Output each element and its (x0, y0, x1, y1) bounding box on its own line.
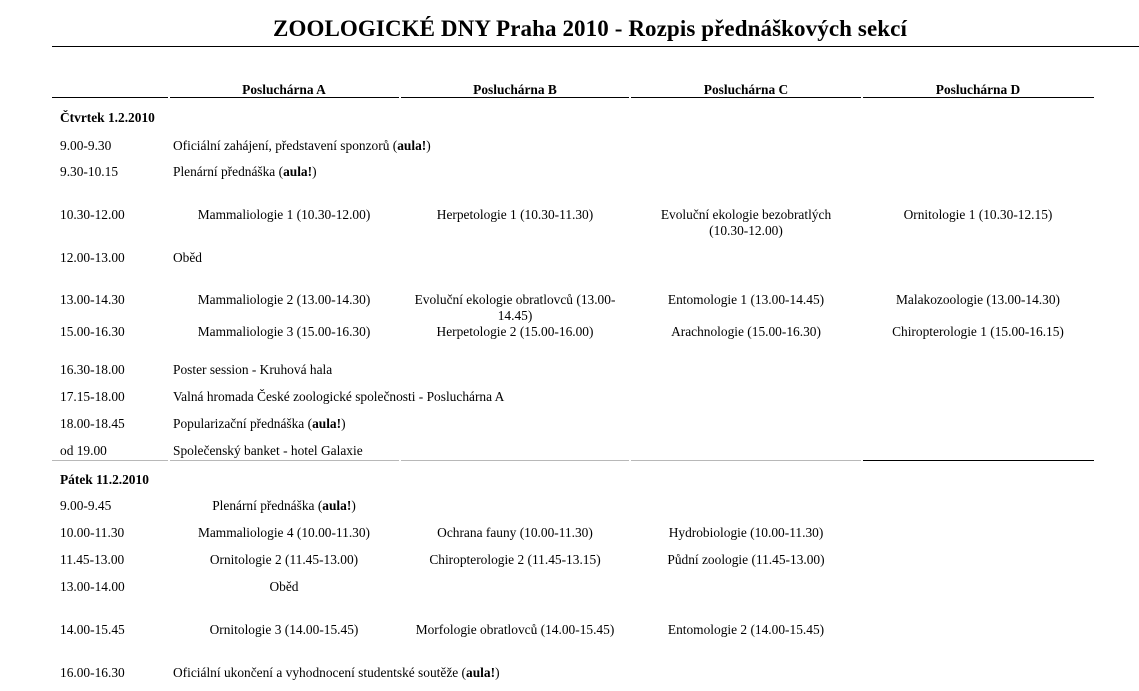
day-label: Pátek 11.2.2010 (60, 472, 149, 487)
time-slot: 16.30-18.00 (60, 362, 125, 377)
header-divider (401, 97, 629, 98)
session-cell: Hydrobiologie (10.00-11.30) (668, 525, 824, 540)
time-slot: 11.45-13.00 (60, 552, 125, 567)
section-divider (863, 460, 1094, 461)
venue-emphasis: aula! (466, 665, 496, 680)
session-cell: Evoluční ekologie bezobratlých (10.30-12.00) (660, 207, 832, 238)
text-part: Valná hromada České zoologické společnosti - Posluchárna A (173, 389, 505, 404)
session-cell: Evoluční ekologie obratlovců (13.00-14.45) (414, 292, 616, 323)
text-part: Poster session - Kruhová hala (173, 362, 333, 377)
page-title: ZOOLOGICKÉ DNY Praha 2010 - Rozpis přednáškových sekcí (273, 16, 907, 41)
time-slot: 10.00-11.30 (60, 525, 125, 540)
time-slot: 10.30-12.00 (60, 207, 125, 222)
session-cell: Mammaliologie 4 (10.00-11.30) (197, 525, 371, 540)
text-part: Oběd (173, 250, 203, 265)
plenary-event (173, 443, 363, 459)
venue-emphasis: aula! (322, 498, 352, 513)
session-cell: Herpetologie 1 (10.30-11.30) (436, 207, 594, 222)
text-part: Oficiální zahájení, představení sponzorů ( (173, 138, 398, 153)
session-cell: Půdní zoologie (11.45-13.00) (667, 552, 825, 567)
time-slot: 9.00-9.30 (60, 138, 112, 153)
session-cell: Ochrana fauny (10.00-11.30) (437, 525, 593, 540)
room-header: Posluchárna A (242, 82, 326, 97)
session-cell: Mammaliologie 3 (15.00-16.30) (197, 324, 371, 339)
session-cell: Entomologie 1 (13.00-14.45) (667, 292, 825, 307)
venue-emphasis: aula! (283, 164, 313, 179)
text-part: Popularizační přednáška ( (173, 416, 313, 431)
room-header: Posluchárna B (473, 82, 557, 97)
time-slot: 15.00-16.30 (60, 324, 125, 339)
text-part: ) (312, 164, 317, 179)
section-divider (52, 460, 168, 461)
plenary-event (173, 416, 346, 432)
header-divider (170, 97, 399, 98)
text-part: ) (341, 416, 346, 431)
header-divider (863, 97, 1094, 98)
time-slot: od 19.00 (60, 443, 107, 458)
section-divider (170, 460, 399, 461)
session-cell: Chiropterologie 2 (11.45-13.15) (429, 552, 601, 567)
time-slot: 14.00-15.45 (60, 622, 125, 637)
text-part: Společenský banket - hotel Galaxie (173, 443, 363, 458)
text-part: ) (495, 665, 500, 680)
plenary-event (173, 389, 504, 405)
session-cell: Arachnologie (15.00-16.30) (671, 324, 821, 339)
time-slot: 13.00-14.00 (60, 579, 125, 594)
session-cell: Morfologie obratlovců (14.00-15.45) (415, 622, 615, 637)
time-slot: 16.00-16.30 (60, 665, 125, 680)
plenary-event (173, 665, 500, 681)
plenary-event (173, 138, 431, 154)
time-slot: 13.00-14.30 (60, 292, 125, 307)
title-divider (52, 46, 1139, 47)
header-divider (52, 97, 168, 98)
session-cell: Malakozoologie (13.00-14.30) (896, 292, 1060, 307)
section-divider (401, 460, 629, 461)
session-cell: Ornitologie 2 (11.45-13.00) (209, 552, 359, 567)
time-slot: 18.00-18.45 (60, 416, 125, 431)
section-divider (631, 460, 861, 461)
session-cell: Herpetologie 2 (15.00-16.00) (436, 324, 594, 339)
plenary-event (173, 164, 317, 180)
session-cell: Ornitologie 1 (10.30-12.15) (903, 207, 1053, 222)
time-slot: 12.00-13.00 (60, 250, 125, 265)
room-header: Posluchárna D (935, 82, 1021, 97)
room-header: Posluchárna C (703, 82, 789, 97)
time-slot: 9.30-10.15 (60, 164, 119, 179)
header-divider (631, 97, 861, 98)
session-cell (174, 498, 394, 514)
session-cell: Ornitologie 3 (14.00-15.45) (209, 622, 359, 637)
text-part: Plenární přednáška ( (173, 164, 284, 179)
time-slot: 9.00-9.45 (60, 498, 112, 513)
session-cell: Mammaliologie 1 (10.30-12.00) (197, 207, 371, 222)
session-cell: Oběd (269, 579, 299, 594)
text-part: ) (426, 138, 431, 153)
day-label: Čtvrtek 1.2.2010 (60, 110, 155, 125)
plenary-event (173, 250, 202, 266)
venue-emphasis: aula! (397, 138, 427, 153)
plenary-event (173, 362, 332, 378)
session-cell: Entomologie 2 (14.00-15.45) (667, 622, 825, 637)
venue-emphasis: aula! (312, 416, 342, 431)
text-part: ) (351, 498, 356, 513)
session-cell: Mammaliologie 2 (13.00-14.30) (197, 292, 371, 307)
text-part: Oficiální ukončení a vyhodnocení studentské soutěže ( (173, 665, 467, 680)
text-part: Plenární přednáška ( (212, 498, 323, 513)
session-cell: Chiropterologie 1 (15.00-16.15) (892, 324, 1064, 339)
time-slot: 17.15-18.00 (60, 389, 125, 404)
